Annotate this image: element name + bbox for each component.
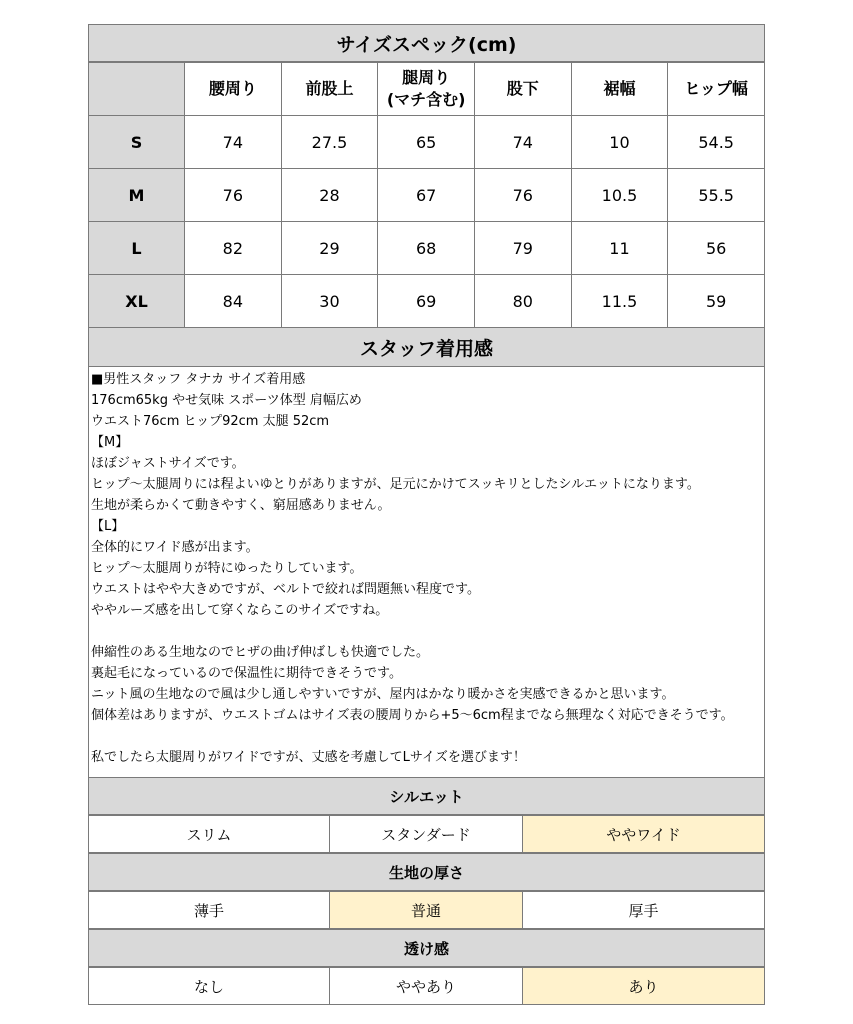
col-header: 前股上 (281, 63, 378, 116)
table-cell: 82 (185, 222, 282, 275)
rating-option: スタンダード (330, 815, 523, 853)
table-cell: 67 (378, 169, 475, 222)
col-header: 裾幅 (571, 63, 668, 116)
table-cell: 30 (281, 275, 378, 328)
rating-options (88, 891, 765, 929)
rating-option: ややあり (330, 967, 523, 1005)
note-line: 私でしたら太腿周りがワイドですが、丈感を考慮してLサイズを選びます！ (91, 750, 526, 765)
table-row (89, 116, 765, 169)
rating-title: 生地の厚さ (88, 853, 765, 891)
table-cell: 76 (185, 169, 282, 222)
size-label: S (89, 116, 185, 169)
rating-option: あり (523, 967, 765, 1005)
table-cell: 69 (378, 275, 475, 328)
note-line: 【L】 (91, 519, 125, 534)
note-line: ヒップ～太腿周りが特にゆったりしています。 (91, 561, 363, 576)
table-cell: 27.5 (281, 116, 378, 169)
table-cell: 10.5 (571, 169, 668, 222)
rating-option: 薄手 (88, 891, 330, 929)
size-spec-document (88, 24, 765, 1005)
table-corner (89, 63, 185, 116)
table-header-row (89, 63, 765, 116)
rating-option: スリム (88, 815, 330, 853)
spec-title: サイズスペック(cm) (88, 24, 765, 62)
note-line: 生地が柔らかくて動きやすく、窮屈感ありません。 (91, 498, 391, 513)
table-cell: 84 (185, 275, 282, 328)
table-cell: 74 (185, 116, 282, 169)
note-line: ニット風の生地なので風は少し通しやすいですが、屋内はかなり暖かさを実感できるかと思います。 (91, 687, 675, 702)
note-line: ■男性スタッフ タナカ サイズ着用感 (91, 372, 306, 387)
size-spec-table (88, 62, 765, 328)
table-cell: 10 (571, 116, 668, 169)
note-line: ウエストはやや大きめですが、ベルトで絞れば問題無い程度です。 (91, 582, 480, 597)
rating-options (88, 815, 765, 853)
table-cell: 74 (474, 116, 571, 169)
table-row (89, 169, 765, 222)
note-line (91, 621, 764, 642)
note-line: 裏起毛になっているので保温性に期待できそうです。 (91, 666, 402, 681)
table-cell: 79 (474, 222, 571, 275)
col-header: 腿周り (マチ含む) (378, 63, 475, 116)
table-cell: 68 (378, 222, 475, 275)
table-cell: 11 (571, 222, 668, 275)
ratings-section (88, 777, 765, 1005)
note-line (91, 726, 764, 747)
col-header: 腰周り (185, 63, 282, 116)
note-line: ほぼジャストサイズです。 (91, 456, 245, 471)
note-line: 全体的にワイド感が出ます。 (91, 540, 259, 555)
table-cell: 59 (668, 275, 765, 328)
table-cell: 56 (668, 222, 765, 275)
rating-option: 厚手 (523, 891, 765, 929)
table-row (89, 275, 765, 328)
table-cell: 54.5 (668, 116, 765, 169)
note-line: 【M】 (91, 435, 129, 450)
rating-title: シルエット (88, 777, 765, 815)
note-line: ヒップ～太腿周りには程よいゆとりがありますが、足元にかけてスッキリとしたシルエットになります。 (91, 477, 700, 492)
staff-title: スタッフ着用感 (88, 328, 765, 367)
table-cell: 28 (281, 169, 378, 222)
table-cell: 65 (378, 116, 475, 169)
table-cell: 55.5 (668, 169, 765, 222)
staff-notes (88, 367, 765, 777)
table-cell: 80 (474, 275, 571, 328)
rating-options (88, 967, 765, 1005)
col-header: ヒップ幅 (668, 63, 765, 116)
table-row (89, 222, 765, 275)
note-line: 176cm65kg やせ気味 スポーツ体型 肩幅広め (91, 393, 362, 408)
table-cell: 29 (281, 222, 378, 275)
col-header: 股下 (474, 63, 571, 116)
rating-option: ややワイド (523, 815, 765, 853)
size-label: XL (89, 275, 185, 328)
rating-option: 普通 (330, 891, 523, 929)
size-label: L (89, 222, 185, 275)
size-label: M (89, 169, 185, 222)
table-cell: 11.5 (571, 275, 668, 328)
note-line: 個体差はありますが、ウエストゴムはサイズ表の腰周りから+5～6cm程までなら無理なく対応できそうです。 (91, 708, 734, 723)
note-line: 伸縮性のある生地なのでヒザの曲げ伸ばしも快適でした。 (91, 645, 430, 660)
table-cell: 76 (474, 169, 571, 222)
note-line: ウエスト76cm ヒップ92cm 太腿 52cm (91, 414, 330, 429)
note-line: ややルーズ感を出して穿くならこのサイズですね。 (91, 603, 389, 618)
rating-option: なし (88, 967, 330, 1005)
rating-title: 透け感 (88, 929, 765, 967)
